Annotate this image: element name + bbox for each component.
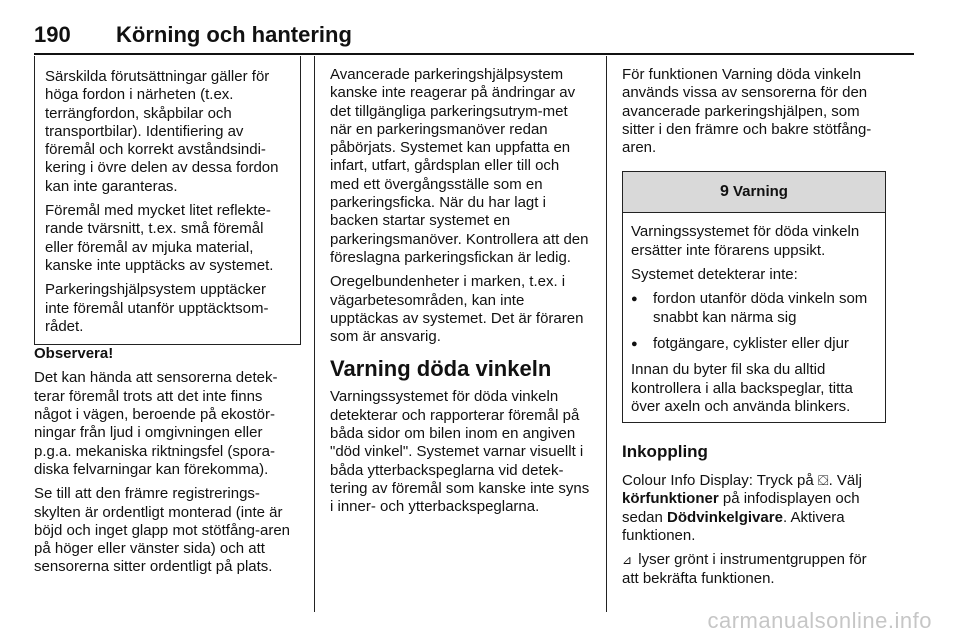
list-item: ● fordon utanför döda vinkeln som snabbt kan närma sig (631, 290, 877, 327)
text-run: . Välj (828, 472, 862, 490)
page-number: 190 (34, 22, 71, 47)
warning-header (623, 172, 885, 213)
menu-name: körfunktioner (622, 490, 719, 508)
blind-spot-indicator-icon: ⊿ (622, 553, 633, 568)
warning-box (622, 171, 886, 423)
paragraph: Avancerade parkeringshjälpsystem kanske inte reagerar på ändringar av det tillgängliga parkeringsutrym-met när en parkeringsmanöver redan påbörjats. Systemet kan uppfatta en infart, utfart, gårdsplan eller till och med ett övergångsställe som en parkeringsficka. När du har lagt i backen startar systemet en parkeringsmanöver. Kontrollera att den föreslagna parkeringsfickan är ledig. (330, 66, 589, 266)
column-divider-2 (606, 56, 607, 612)
column-2 (330, 56, 592, 523)
warning-text: Varningssystemet för döda vinkeln ersätter inte förarens uppsikt. (631, 223, 860, 259)
column-3 (622, 56, 886, 594)
section-text: Varningssystemet för döda vinkeln detekterar och rapporterar föremål på båda sidor om bilen inom en angiven "död vinkel". Systemet varnar visuellt i båda ytterbackspeglarna vid detek-tering av föremål som kanske inte syns i inner- och ytterbackspeglarna. (330, 388, 590, 516)
chapter-title: Körning och hantering (116, 22, 352, 47)
watermark: carmanualsonline.info (707, 608, 932, 633)
subsection-title: Inkoppling (622, 442, 708, 462)
paragraph: Oregelbundenheter i marken, t.ex. i vägarbetesområden, kan inte upptäckas av systemet. Det är föraren som är ansvarig. (330, 273, 584, 346)
page-header (34, 22, 914, 52)
indicator-paragraph (622, 551, 886, 588)
text-run: . Aktivera funktionen. (622, 508, 845, 545)
note-title: Observera! (34, 345, 114, 363)
box-paragraph: Parkeringshjälpsystem upptäcker inte föremål utanför upptäcktsom-rådet. (45, 281, 269, 335)
text-run: lyser grönt i instrumentgruppen för att bekräfta funktionen. (622, 551, 867, 587)
warning-text: Systemet detekterar inte: (631, 266, 798, 284)
column-1 (34, 56, 298, 583)
paragraph: Se till att den främre registrerings-skylten är ordentligt monterad (inte är böjd och inget glapp mot stötfång-aren på höger eller vänster sida) och att sensorerna sitter ordentligt på plats. (34, 485, 291, 576)
warning-list (631, 290, 877, 353)
warning-body (623, 213, 885, 422)
column-divider-1 (314, 56, 315, 612)
intro-paragraph: För funktionen Varning döda vinkeln används vissa av sensorerna för den avancerade parkeringshjälpen, som sitter i den främre och bakre stötfång-aren. (622, 66, 872, 157)
vehicle-settings-icon: ⛋ (817, 472, 829, 489)
warning-icon: 9 (720, 183, 729, 201)
activation-paragraph (622, 471, 886, 545)
note-text: Det kan hända att sensorerna detek-terar föremål trots att det inte finns något i vägen, beroende på ekostör-ningar från ljud i omgivningen eller p.g.a. mekaniska riktningsfel (spora-diska felvarningar kan förekomma). (34, 369, 278, 478)
list-item: ● fotgängare, cyklister eller djur (631, 335, 877, 353)
text-run: Colour Info Display: Tryck på (622, 472, 818, 490)
section-title: Varning döda vinkeln (330, 356, 552, 382)
warning-title: Varning (732, 183, 788, 201)
warning-text: Innan du byter fil ska du alltid kontrollera i alla backspeglar, titta över axeln och använda blinkers. (631, 361, 853, 415)
text-run: på infodisplayen och sedan (622, 490, 860, 526)
continued-warning-box (34, 56, 301, 345)
header-rule (34, 53, 914, 55)
menu-name: Dödvinkelgivare (667, 508, 783, 526)
box-paragraph: Särskilda förutsättningar gäller för höga fordon i närheten (t.ex. terrängfordon, skåpbilar och transportbilar). Identifiering av föremål och korrekt avståndsindi-kering i övre delen av dessa fordon kan inte garanteras. (45, 68, 279, 195)
box-paragraph: Föremål med mycket litet reflekte-rande tvärsnitt, t.ex. små föremål eller föremål av mjuka material, kanske inte upptäcks av systemet. (45, 202, 274, 274)
